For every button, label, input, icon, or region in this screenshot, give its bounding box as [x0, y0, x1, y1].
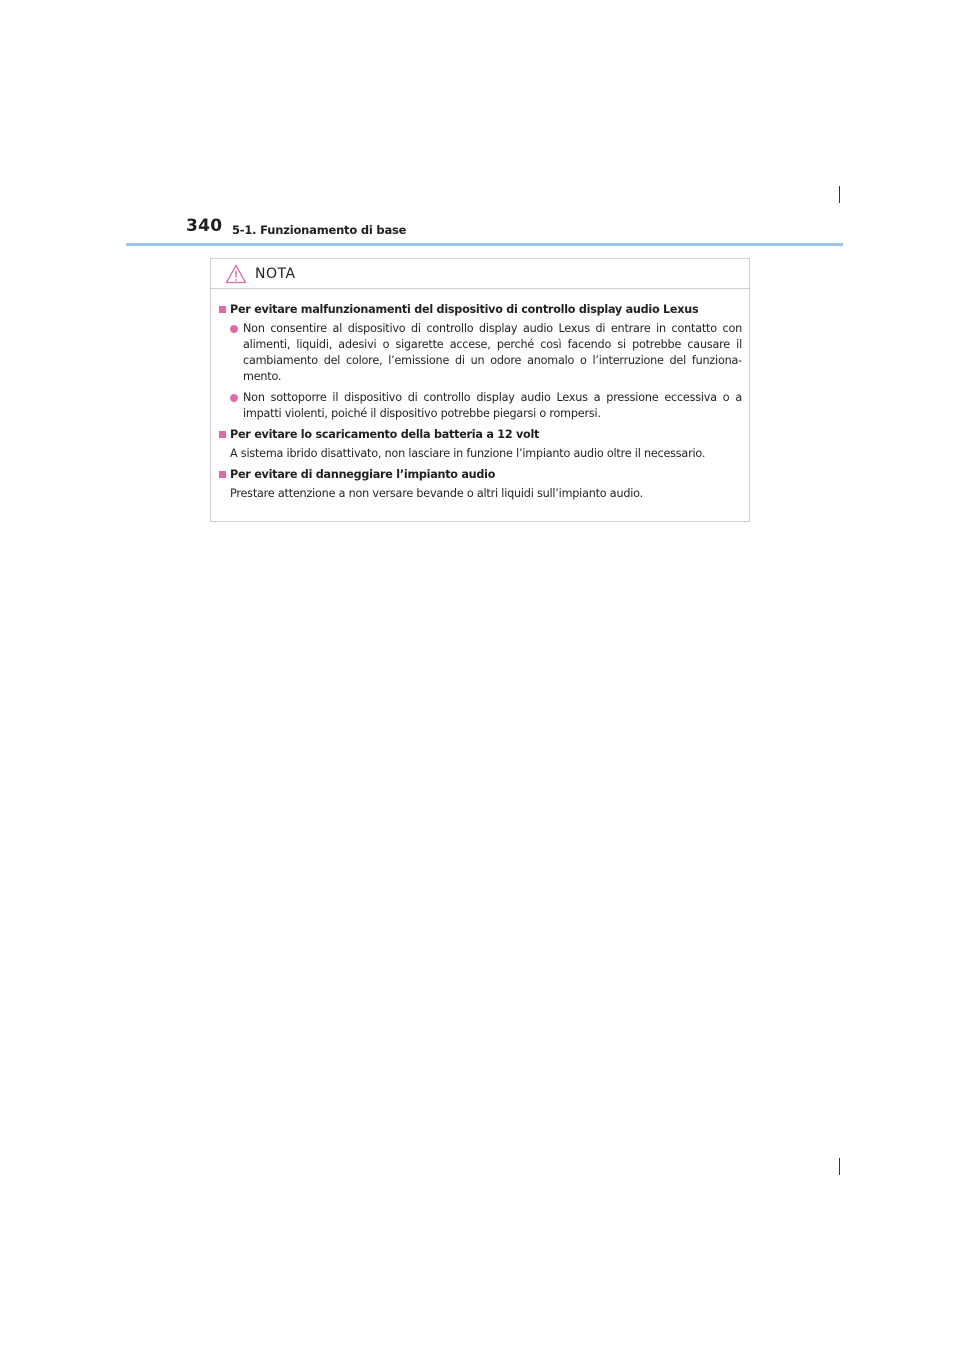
- notice-paragraph: A sistema ibrido disattivato, non lasciare in funzione l’impianto audio oltre il necessario.: [230, 447, 706, 460]
- subheading-text: Per evitare lo scaricamento della batteria a 12 volt: [230, 428, 540, 441]
- square-bullet-icon: [219, 471, 226, 478]
- notice-header: [211, 259, 749, 289]
- subheading-text: Per evitare di danneggiare l’impianto audio: [230, 468, 496, 481]
- notice-body: [211, 289, 749, 502]
- page-number: 340: [186, 216, 223, 236]
- notice-subheading: [219, 427, 742, 443]
- notice-bullet: [219, 390, 742, 422]
- warning-triangle-icon: [225, 264, 247, 284]
- notice-paragraph: Prestare attenzione a non versare bevande o altri liquidi sull’impianto audio.: [230, 487, 643, 500]
- crop-mark-top: [839, 186, 840, 203]
- notice-bullet: [219, 321, 742, 385]
- header-rule: [126, 243, 843, 246]
- subheading-text: Per evitare malfunzionamenti del dispositivo di controllo display audio Lexus: [230, 303, 699, 316]
- circle-bullet-icon: [230, 394, 238, 402]
- notice-subheading: [219, 302, 742, 318]
- notice-title: NOTA: [255, 266, 296, 282]
- bullet-text: Non sottoporre il dispositivo di controllo display audio Lexus a pressione eccessiva o a impatti violenti, poiché il dispositivo potrebbe piegarsi o rompersi.: [243, 391, 742, 420]
- section-title: 5-1. Funzionamento di base: [232, 223, 407, 237]
- circle-bullet-icon: [230, 325, 238, 333]
- bullet-text: Non consentire al dispositivo di controllo display audio Lexus di entrare in contatto con alimenti, liquidi, adesivi o sigarette accese, perché così facendo si potrebbe causare il cambiamento del colore, l’emissione di un odore anomalo o l’interruzione del funziona-mento.: [243, 322, 742, 383]
- notice-subheading: [219, 467, 742, 483]
- notice-box: [210, 258, 750, 522]
- square-bullet-icon: [219, 431, 226, 438]
- square-bullet-icon: [219, 306, 226, 313]
- crop-mark-bottom: [839, 1158, 840, 1175]
